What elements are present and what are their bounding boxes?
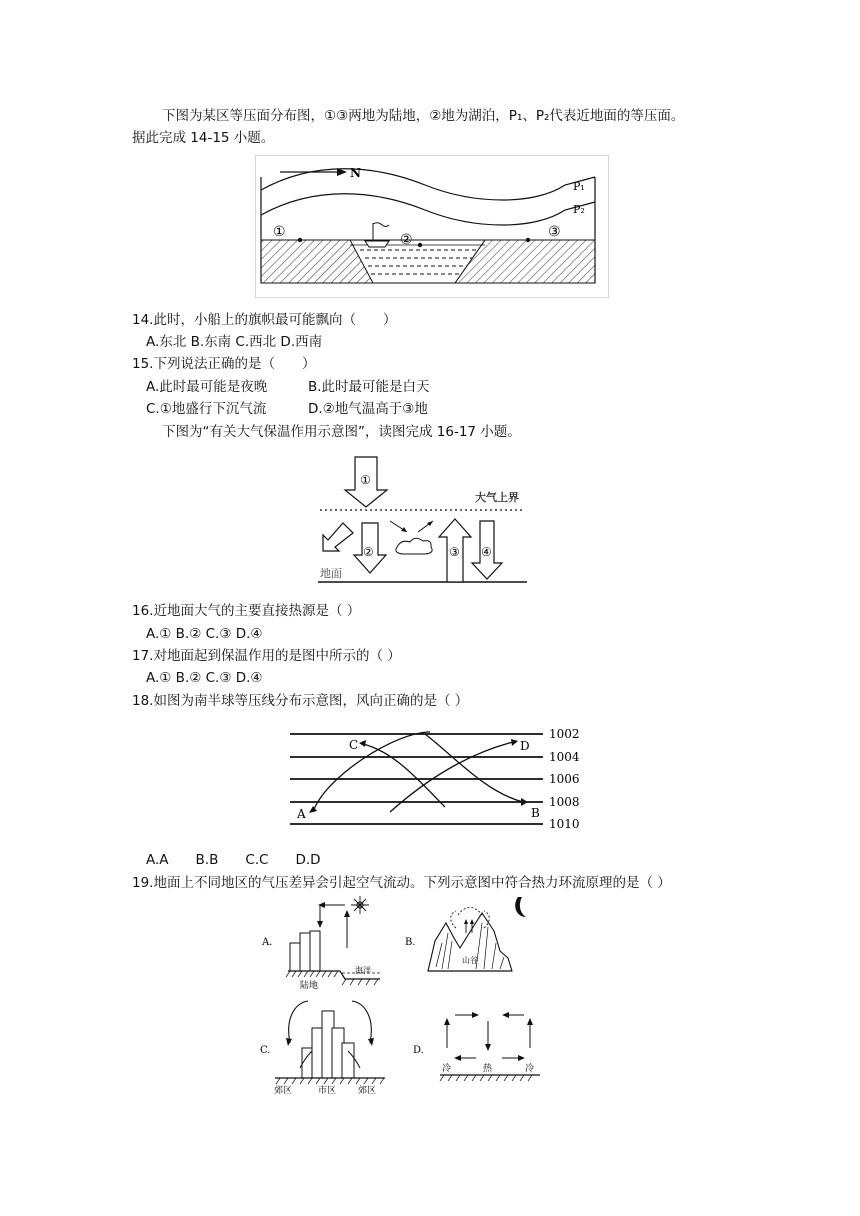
arrow-1-label: ① [360, 473, 371, 487]
suburb-right-label: 郊区 [358, 1086, 377, 1096]
intro-text-1b: 据此完成 14-15 小题。 [132, 130, 275, 146]
isobar-1002: 1002 [549, 727, 580, 741]
cloud-icon [396, 538, 432, 554]
wind-label-d: D [520, 739, 530, 753]
isobar-1006: 1006 [549, 772, 580, 786]
q16-stem: 16.近地面大气的主要直接热源是（ ） [132, 603, 361, 619]
q18-stem: 18.如图为南半球等压线分布示意图，风向正确的是（ ） [132, 693, 469, 709]
option-c-label: C. [260, 1045, 271, 1056]
land-label: 陆地 [300, 981, 319, 991]
option-b-label: B. [405, 937, 416, 948]
isobaric-surface-figure [255, 155, 610, 300]
isobar-1008: 1008 [549, 795, 580, 809]
valley-label: 山谷 [462, 956, 478, 965]
marker-2: ② [400, 232, 413, 248]
moon-icon [515, 897, 526, 917]
atmosphere-top-label: 大气上界 [475, 491, 519, 504]
wind-b-arrow [425, 734, 523, 802]
city-label: 市区 [318, 1086, 337, 1096]
q14-options: A.东北 B.东南 C.西北 D.西南 [146, 334, 323, 350]
q18-options: A.A B.B C.C D.D [146, 852, 321, 868]
ground-label: 地面 [320, 567, 342, 580]
sun-icon [351, 896, 369, 914]
p2-isobar [261, 194, 595, 225]
p2-label: P₂ [573, 203, 585, 216]
p1-isobar [261, 169, 595, 200]
greenhouse-effect-figure [315, 455, 530, 590]
north-label: N [350, 166, 361, 180]
q17-options: A.① B.② C.③ D.④ [146, 670, 263, 686]
isobar-wind-figure [285, 722, 585, 837]
wind-label-c: C [349, 738, 359, 752]
thermal-circulation-figure [250, 893, 550, 1098]
option-a-label: A. [262, 937, 273, 948]
isobar-1004: 1004 [549, 750, 580, 764]
suburb-left-label: 郊区 [274, 1086, 293, 1096]
wind-label-b: B [531, 806, 540, 820]
q15-option-b: B.此时最可能是白天 [308, 379, 430, 395]
isobar-1010: 1010 [549, 817, 580, 831]
cold-right-label: 冷 [525, 1064, 535, 1074]
marker-3: ③ [548, 224, 561, 240]
hot-label: 热 [483, 1064, 493, 1074]
option-d-label: D. [413, 1045, 424, 1056]
reflected-arrow [323, 523, 353, 551]
arrow-3-label: ③ [449, 545, 460, 559]
intro-text-1: 下图为某区等压面分布图，①③两地为陆地，②地为湖泊，P₁、P₂代表近地面的等压面。 [162, 108, 685, 124]
q15-option-c: C.①地盛行下沉气流 [146, 401, 267, 417]
wind-a-arrow [313, 732, 430, 812]
q16-options: A.① B.② C.③ D.④ [146, 626, 263, 642]
q14-stem: 14.此时，小船上的旗帜最可能飘向（ ） [132, 312, 397, 328]
q15-option-d: D.②地气温高于③地 [308, 401, 428, 417]
ocean-label: 海洋 [355, 966, 371, 975]
q15-stem: 15.下列说法正确的是（ ） [132, 356, 316, 372]
wind-c-arrow [363, 744, 445, 807]
q19-stem: 19.地面上不同地区的气压差异会引起空气流动。下列示意图中符合热力环流原理的是（ ） [132, 875, 671, 891]
marker-1: ① [273, 224, 286, 240]
q17-stem: 17.对地面起到保温作用的是图中所示的（ ） [132, 648, 401, 664]
wind-label-a: A [297, 807, 306, 821]
boat-icon [365, 223, 389, 247]
q15-option-a: A.此时最可能是夜晚 [146, 379, 268, 395]
arrow-4-label: ④ [481, 545, 492, 559]
cold-left-label: 冷 [442, 1064, 452, 1074]
arrow-2-label: ② [363, 545, 374, 559]
intro-text-2: 下图为“有关大气保温作用示意图”，读图完成 16-17 小题。 [162, 424, 521, 440]
p1-label: P₁ [573, 180, 585, 193]
